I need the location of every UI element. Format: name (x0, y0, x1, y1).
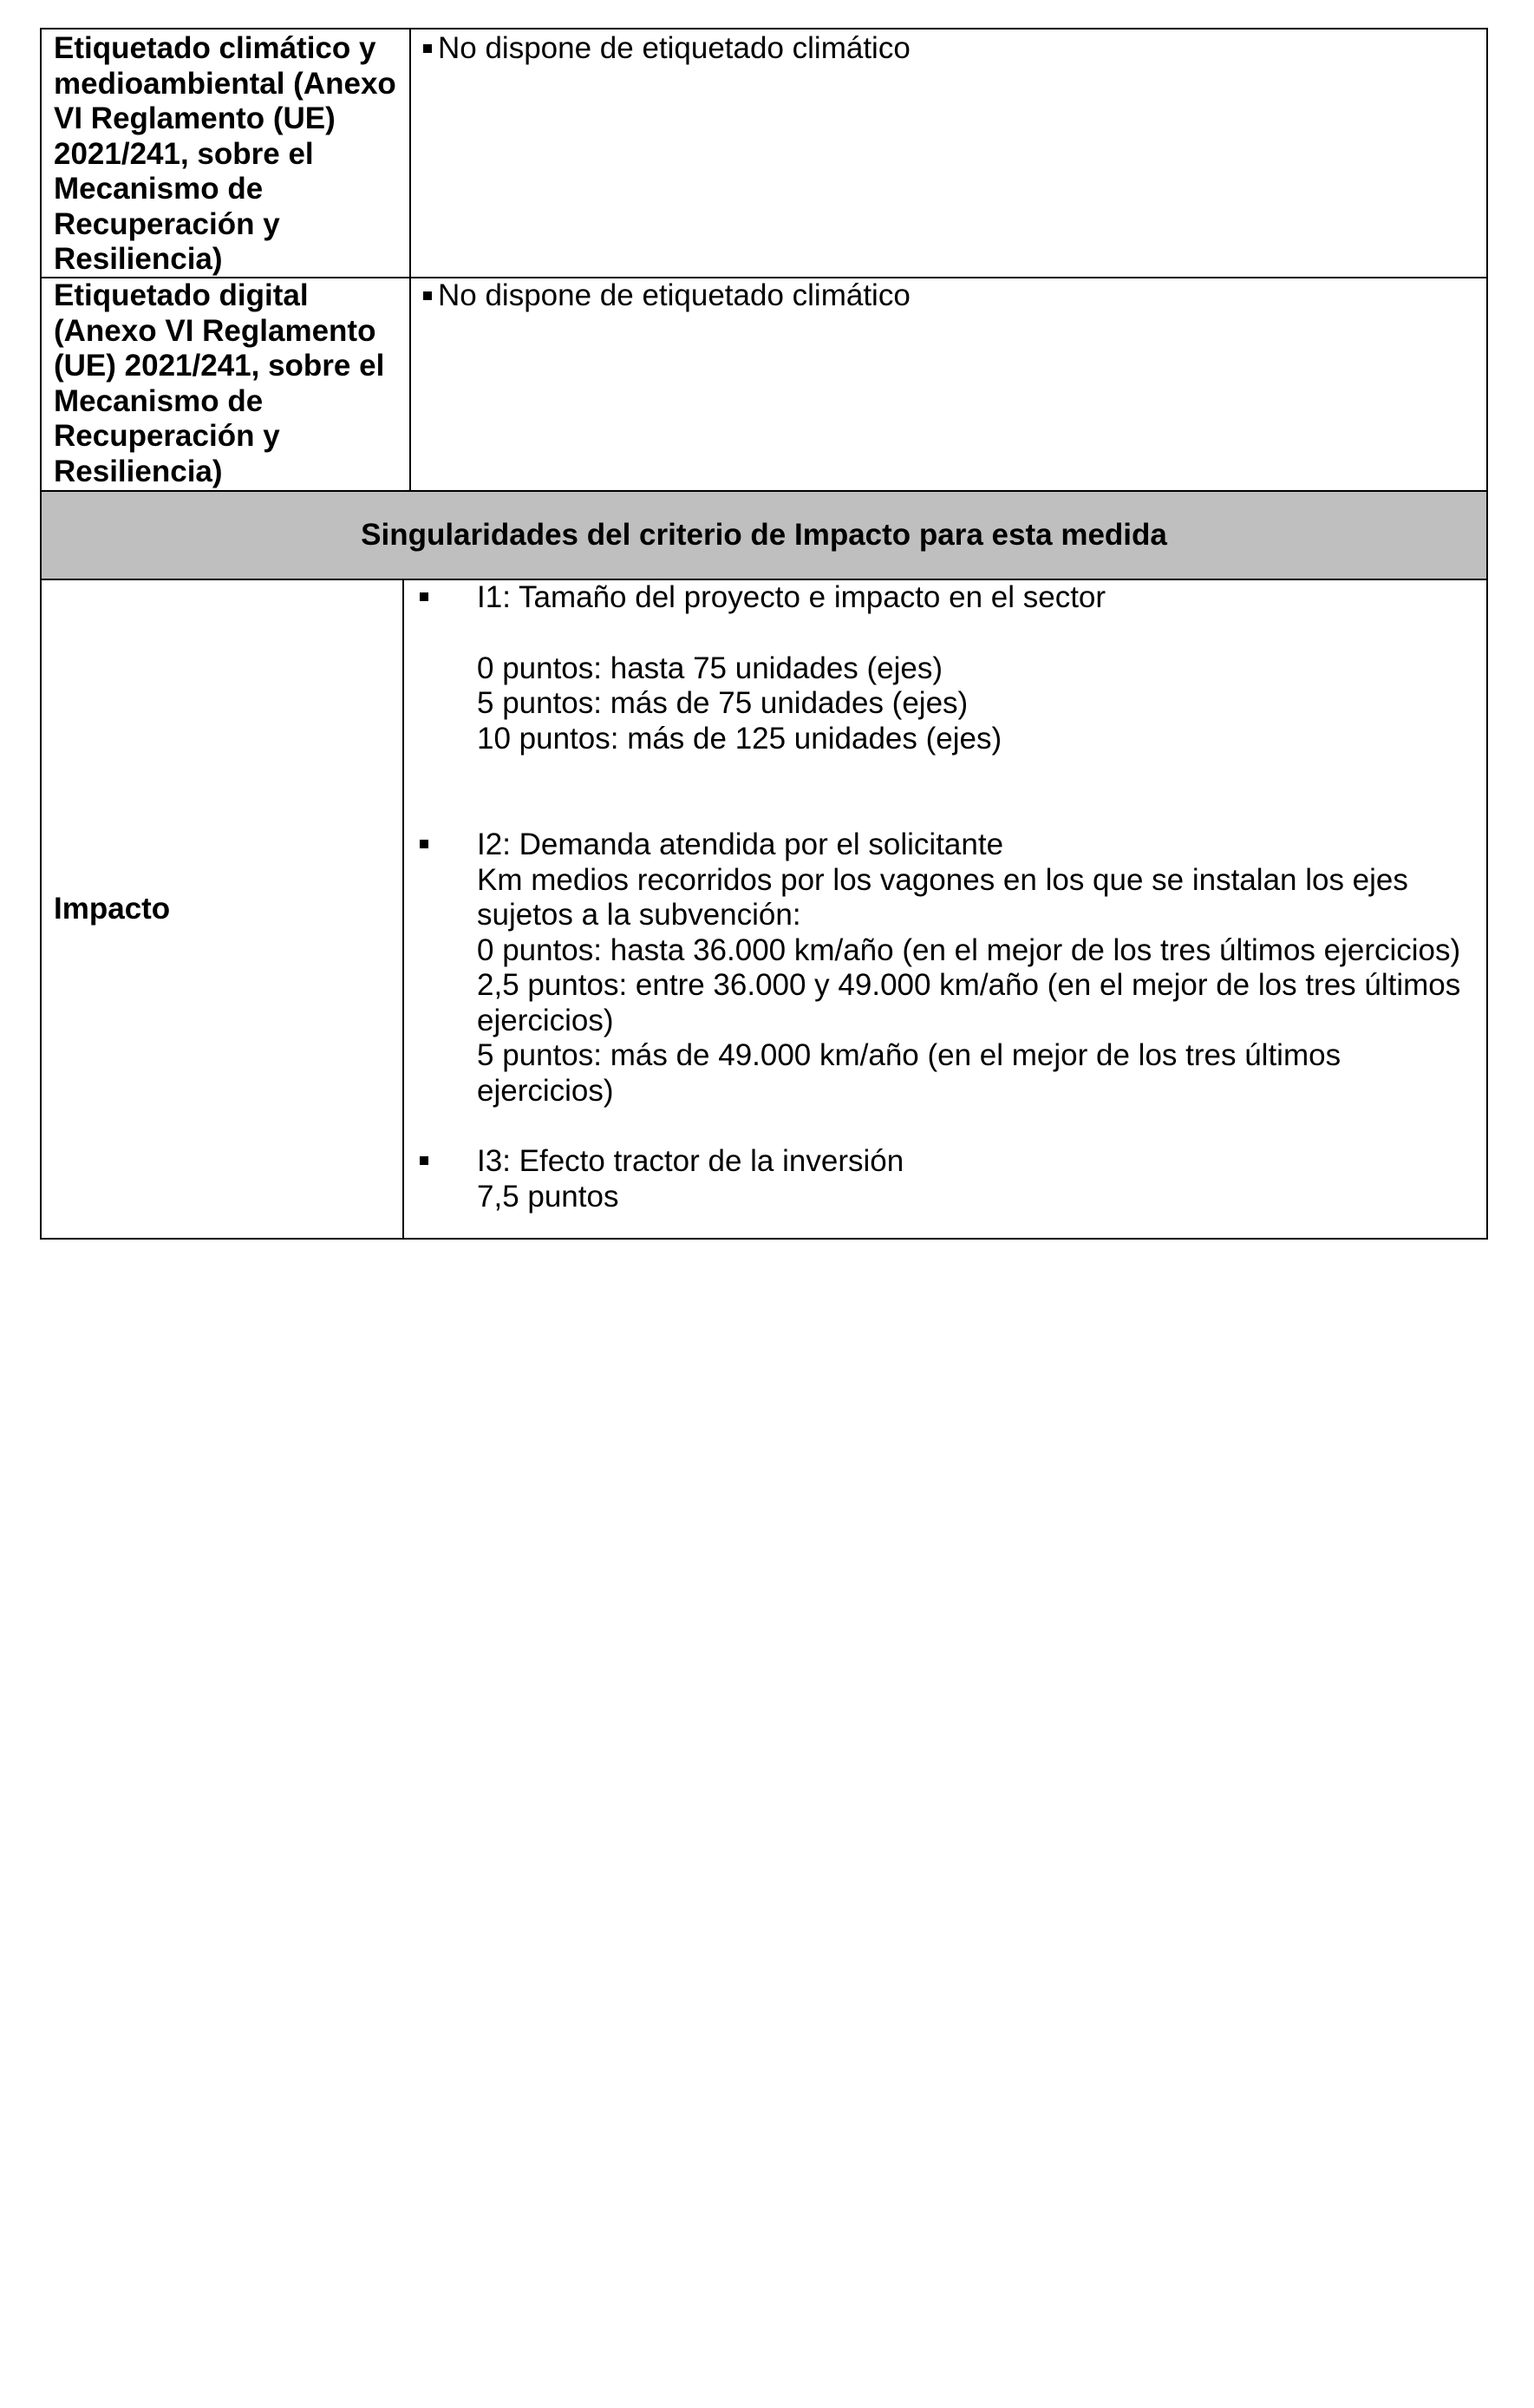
square-bullet-icon (420, 592, 428, 601)
climate-label: Etiquetado climático y medioambiental (Anexo VI Reglamento (UE) 2021/241, sobre el Mecanismo de Recuperación y Resiliencia) (54, 31, 396, 276)
square-bullet-icon (420, 840, 428, 848)
digital-value: No dispone de etiquetado climático (438, 278, 911, 312)
impact-values-cell (402, 579, 1488, 1240)
criterion-i2-line: 0 puntos: hasta 36.000 km/año (en el mejor de los tres últimos ejercicios) (477, 932, 1461, 967)
criterion-i2-title: I2: Demanda atendida por el solicitante (477, 828, 1004, 861)
criterion-i3-title: I3: Efecto tractor de la inversión (477, 1144, 904, 1178)
criterion-i2 (404, 828, 1472, 1109)
criterion-i3 (404, 1144, 1472, 1214)
criterion-i3-line: 7,5 puntos (477, 1179, 619, 1214)
impact-label-cell (40, 579, 404, 1240)
climate-value: No dispone de etiquetado climático (438, 31, 911, 65)
impact-section-header (40, 490, 1488, 580)
climate-value-item (423, 31, 1476, 67)
impact-section-title: Singularidades del criterio de Impacto para esta medida (361, 517, 1167, 552)
climate-label-cell (40, 28, 411, 278)
criterion-i2-line: 5 puntos: más de 49.000 km/año (en el mejor de los tres últimos ejercicios) (477, 1038, 1341, 1108)
criterion-i1 (404, 580, 1472, 756)
digital-value-cell (409, 277, 1488, 492)
square-bullet-icon (423, 291, 432, 300)
square-bullet-icon (420, 1156, 428, 1165)
criterion-i2-line: Km medios recorridos por los vagones en los que se instalan los ejes sujetos a la subvención: (477, 862, 1408, 932)
digital-label-cell (40, 277, 411, 492)
digital-value-item (423, 278, 1476, 314)
criterion-i1-line: 10 puntos: más de 125 unidades (ejes) (477, 721, 1002, 756)
criterion-i1-title: I1: Tamaño del proyecto e impacto en el sector (477, 580, 1106, 614)
impact-label: Impacto (54, 891, 171, 926)
square-bullet-icon (423, 44, 432, 53)
digital-label: Etiquetado digital (Anexo VI Reglamento (UE) 2021/241, sobre el Mecanismo de Recuperación y Resiliencia) (54, 278, 385, 488)
climate-value-cell (409, 28, 1488, 278)
criterion-i1-line: 0 puntos: hasta 75 unidades (ejes) (477, 651, 943, 685)
criterion-i2-line: 2,5 puntos: entre 36.000 y 49.000 km/año (en el mejor de los tres últimos ejercicios) (477, 968, 1461, 1037)
criterion-i1-line: 5 puntos: más de 75 unidades (ejes) (477, 686, 969, 720)
